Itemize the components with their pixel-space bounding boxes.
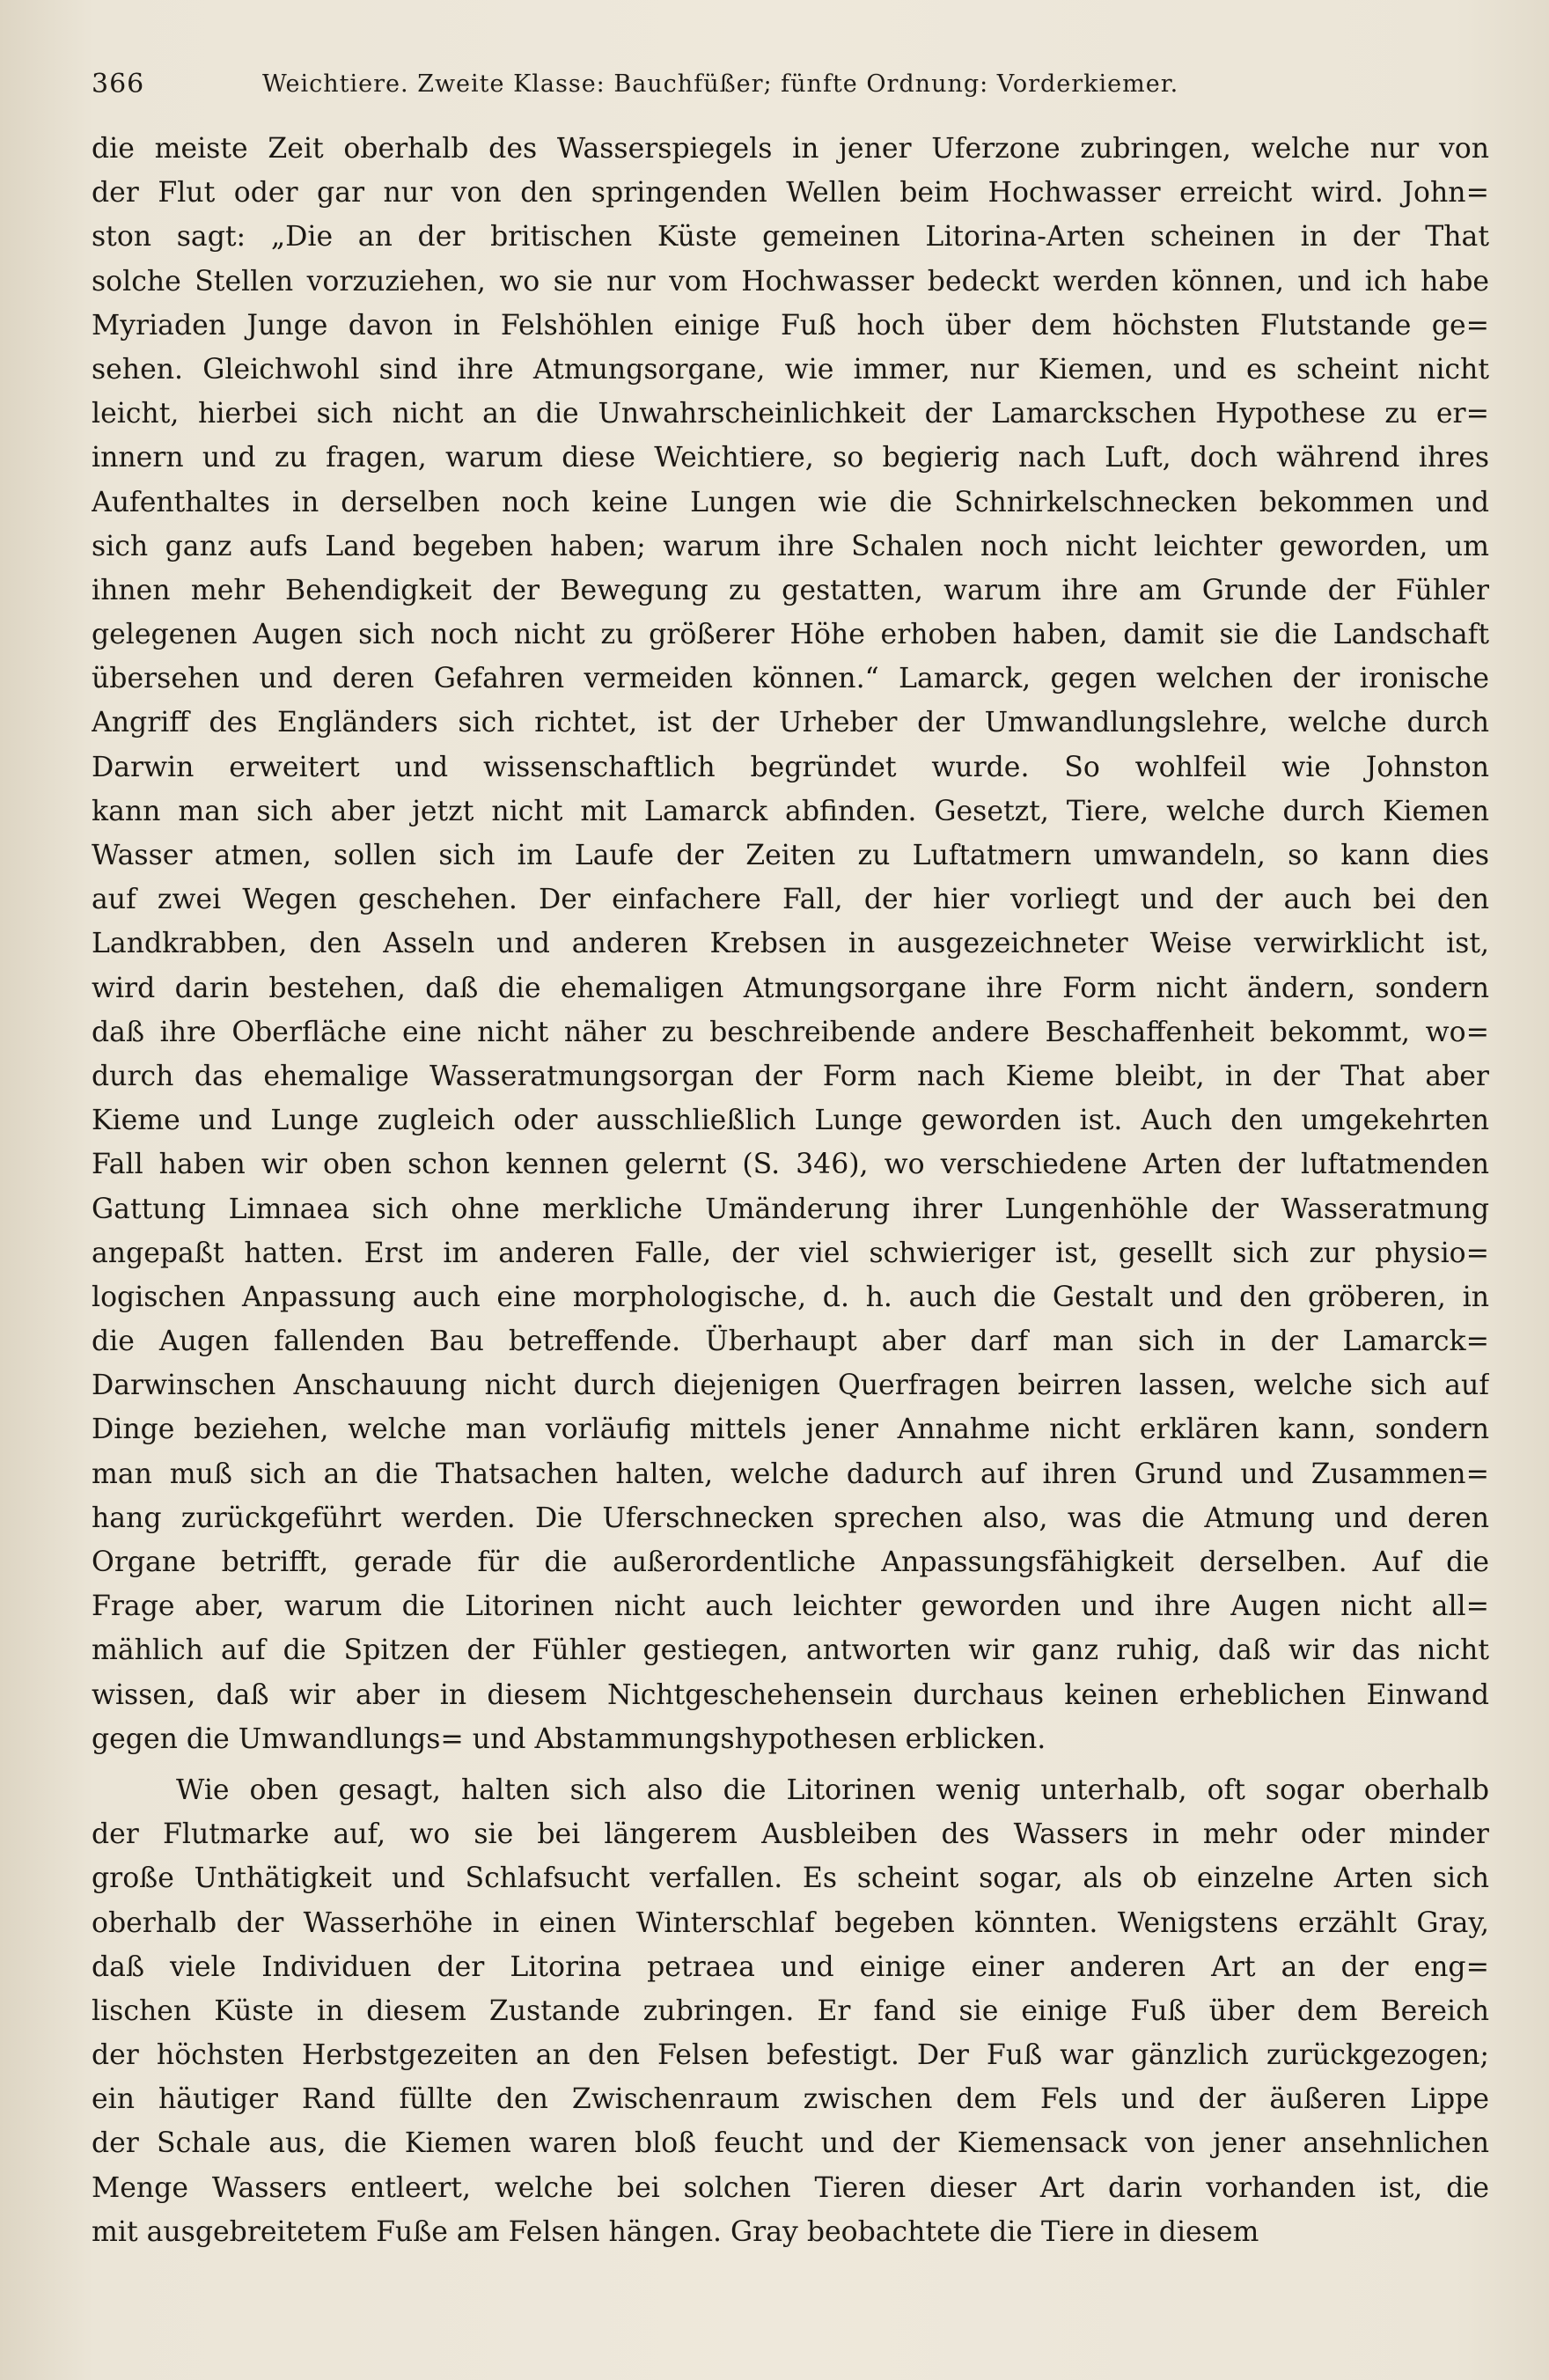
text-line: Darwin erweitert und wissenschaftlich begründet wurde. So wohlfeil wie Johnston (92, 751, 1489, 783)
text-line: Fall haben wir oben schon kennen gelernt (S. 346), wo verschiedene Arten der luftatmenden (92, 1149, 1489, 1181)
text-line: leicht, hierbei sich nicht an die Unwahrscheinlichkeit der Lamarckschen Hypothese zu er= (92, 398, 1489, 430)
text-line: gelegenen Augen sich noch nicht zu größerer Höhe erhoben haben, damit sie die Landschaft (92, 619, 1489, 651)
text-line: der Schale aus, die Kiemen waren bloß feucht und der Kiemensack von jener ansehnlichen (92, 2127, 1489, 2160)
page-number: 366 (92, 69, 145, 99)
page-header (92, 65, 1465, 109)
text-line: ston sagt: „Die an der britischen Küste gemeinen Litorina-Arten scheinen in der That (92, 221, 1489, 253)
text-line: Angriff des Engländers sich richtet, ist der Urheber der Umwandlungslehre, welche durch (92, 707, 1489, 739)
text-line: mählich auf die Spitzen der Fühler gestiegen, antworten wir ganz ruhig, daß wir das nicht (92, 1634, 1489, 1667)
text-line: Dinge beziehen, welche man vorläufig mittels jener Annahme nicht erklären kann, sondern (92, 1414, 1489, 1446)
text-line: Landkrabben, den Asseln und anderen Krebsen in ausgezeichneter Weise verwirklicht ist, (92, 928, 1489, 960)
text-line: der Flut oder gar nur von den springenden Wellen beim Hochwasser erreicht wird. John= (92, 177, 1489, 209)
text-line: durch das ehemalige Wasseratmungsorgan der Form nach Kieme bleibt, in der That aber (92, 1060, 1489, 1092)
running-head: Weichtiere. Zweite Klasse: Bauchfüßer; fünfte Ordnung: Vorderkiemer. (262, 70, 1179, 98)
text-line: man muß sich an die Thatsachen halten, welche dadurch auf ihren Grund und Zusammen= (92, 1458, 1489, 1490)
text-line: kann man sich aber jetzt nicht mit Lamarck abfinden. Gesetzt, Tiere, welche durch Kiemen (92, 795, 1489, 827)
text-line: Frage aber, warum die Litorinen nicht auch leichter geworden und ihre Augen nicht all= (92, 1590, 1489, 1623)
text-line: angepaßt hatten. Erst im anderen Falle, der viel schwieriger ist, gesellt sich zur physio= (92, 1237, 1489, 1269)
text-line: sich ganz aufs Land begeben haben; warum ihre Schalen noch nicht leichter geworden, um (92, 530, 1489, 562)
text-line: lischen Küste in diesem Zustande zubringen. Er fand sie einige Fuß über dem Bereich (92, 1994, 1489, 2027)
text-line: auf zwei Wegen geschehen. Der einfachere Fall, der hier vorliegt und der auch bei den (92, 884, 1489, 916)
text-line: Aufenthaltes in derselben noch keine Lungen wie die Schnirkelschnecken bekommen und (92, 486, 1489, 518)
text-line: oberhalb der Wasserhöhe in einen Winterschlaf begeben könnten. Wenigstens erzählt Gray, (92, 1906, 1489, 1939)
text-line: der Flutmarke auf, wo sie bei längerem Ausbleiben des Wassers in mehr oder minder (92, 1818, 1489, 1851)
text-line: die meiste Zeit oberhalb des Wasserspiegels in jener Uferzone zubringen, welche nur von (92, 133, 1489, 165)
text-line: Menge Wassers entleert, welche bei solchen Tieren dieser Art darin vorhanden ist, die (92, 2171, 1489, 2204)
text-line: innern und zu fragen, warum diese Weichtiere, so begierig nach Luft, doch während ihres (92, 442, 1489, 474)
text-line: Organe betrifft, gerade für die außerordentliche Anpassungsfähigkeit derselben. Auf die (92, 1546, 1489, 1578)
text-line: Wasser atmen, sollen sich im Laufe der Zeiten zu Luftatmern umwandeln, so kann dies (92, 840, 1489, 871)
text-line: wissen, daß wir aber in diesem Nichtgeschehensein durchaus keinen erheblichen Einwand (92, 1678, 1489, 1711)
text-line: Wie oben gesagt, halten sich also die Litorinen wenig unterhalb, oft sogar oberhalb (176, 1774, 1489, 1806)
text-line: Myriaden Junge davon in Felshöhlen einige Fuß hoch über dem höchsten Flutstande ge= (92, 309, 1489, 342)
text-line: große Unthätigkeit und Schlafsucht verfallen. Es scheint sogar, als ob einzelne Arten sich (92, 1862, 1489, 1895)
body-text (92, 127, 1489, 2254)
text-line: daß ihre Oberfläche eine nicht näher zu beschreibende andere Beschaffenheit bekommt, wo= (92, 1016, 1489, 1048)
text-line: Kieme und Lunge zugleich oder ausschließlich Lunge geworden ist. Auch den umgekehrten (92, 1105, 1489, 1137)
text-line: ein häutiger Rand füllte den Zwischenraum zwischen dem Fels und der äußeren Lippe (92, 2083, 1489, 2116)
text-line: Gattung Limnaea sich ohne merkliche Umänderung ihrer Lungenhöhle der Wasseratmung (92, 1193, 1489, 1225)
text-line: übersehen und deren Gefahren vermeiden können.“ Lamarck, gegen welchen der ironische (92, 663, 1489, 695)
text-line: daß viele Individuen der Litorina petraea und einige einer anderen Art an der eng= (92, 1950, 1489, 1983)
text-line: wird darin bestehen, daß die ehemaligen Atmungsorgane ihre Form nicht ändern, sondern (92, 972, 1489, 1004)
text-line: ihnen mehr Behendigkeit der Bewegung zu gestatten, warum ihre am Grunde der Fühler (92, 574, 1489, 606)
text-line: logischen Anpassung auch eine morphologische, d. h. auch die Gestalt und den gröberen, in (92, 1281, 1489, 1313)
text-line: hang zurückgeführt werden. Die Uferschnecken sprechen also, was die Atmung und deren (92, 1502, 1489, 1534)
text-line: sehen. Gleichwohl sind ihre Atmungsorgane, wie immer, nur Kiemen, und es scheint nicht (92, 353, 1489, 386)
text-line: solche Stellen vorzuziehen, wo sie nur vom Hochwasser bedeckt werden können, und ich habe (92, 265, 1489, 298)
text-line: der höchsten Herbstgezeiten an den Felsen befestigt. Der Fuß war gänzlich zurückgezogen; (92, 2039, 1489, 2072)
text-line: mit ausgebreitetem Fuße am Felsen hängen. Gray beobachtete die Tiere in diesem (92, 2215, 1259, 2248)
text-line: Darwinschen Anschauung nicht durch diejenigen Querfragen beirren lassen, welche sich auf (92, 1370, 1489, 1402)
text-line: gegen die Umwandlungs= und Abstammungshypothesen erblicken. (92, 1723, 1046, 1755)
text-line: die Augen fallenden Bau betreffende. Überhaupt aber darf man sich in der Lamarck= (92, 1326, 1489, 1358)
paragraph-spacer (92, 1761, 1489, 1768)
paragraph (92, 1768, 1489, 2254)
paragraph (92, 127, 1489, 1761)
